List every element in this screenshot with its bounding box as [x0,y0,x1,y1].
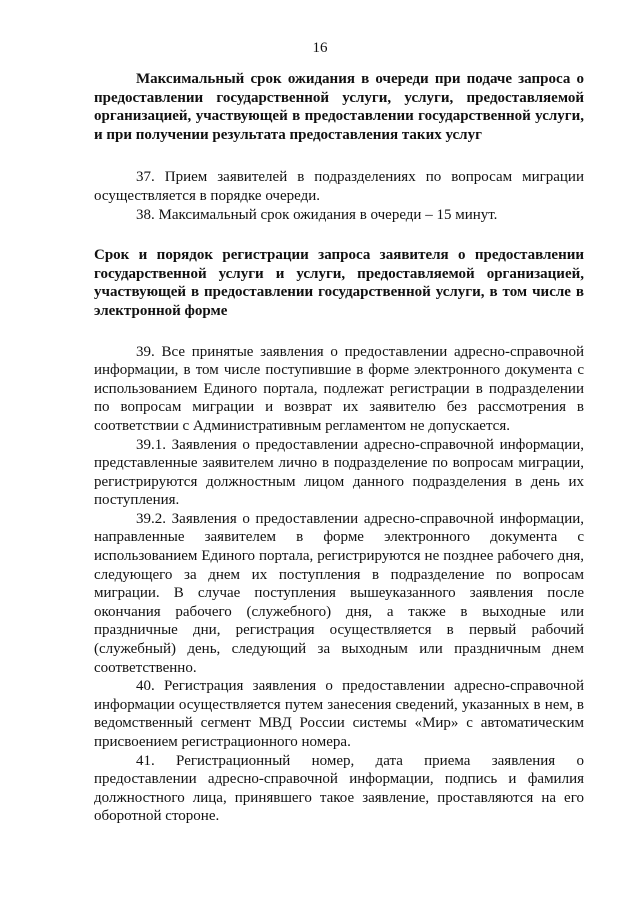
section-heading-registration: Срок и порядок регистрации запроса заявителя о предоставлении государственной услуги и услуги, предоставляемой организацией, участвующей в предоставлении государственной услуги, в том числе в электронной форме [94,247,584,319]
paragraph-39: 39. Все принятые заявления о предоставлении адресно-справочной информации, в том числе поступившие в форме электронного документа с использованием Единого портала, подлежат регистрации в подразделении по вопросам миграции и возврат их заявителю без рассмотрения в соответствии с Административным регламентом не допускается. [94,343,584,434]
section-spacer [94,321,584,343]
paragraph-39-1: 39.1. Заявления о предоставлении адресно-справочной информации, представленные заявителем лично в подразделение по вопросам миграции, регистрируются должностным лицом данного подразделения в день их поступления. [94,436,584,509]
section-heading-queue-wait: Максимальный срок ожидания в очереди при подаче запроса о предоставлении государственной услуги, услуги, предоставляемой организацией, участвующей в предоставлении государственной услуги, и при получении результата предоставления таких услуг [94,71,584,143]
paragraph-41: 41. Регистрационный номер, дата приема заявления о предоставлении адресно-справочной информации, подпись и фамилия должностного лица, принявшего такое заявление, проставляются на его оборотной стороне. [94,752,584,825]
paragraph-37: 37. Прием заявителей в подразделениях по вопросам миграции осуществляется в порядке очереди. [94,169,584,204]
paragraph-40: 40. Регистрация заявления о предоставлении адресно-справочной информации осуществляется путем занесения сведений, указанных в нем, в ведомственный сегмент МВД России системы «Мир» с автоматическим присвоением регистрационного номера. [94,678,584,750]
document-body [94,70,584,826]
section-spacer [94,144,584,168]
section-spacer [94,224,584,246]
paragraph-39-2: 39.2. Заявления о предоставлении адресно-справочной информации, направленные заявителем в форме электронного документа с использованием Единого портала, регистрируются не позднее рабочего дня, следующего за днем их поступления в подразделение по вопросам миграции. В случае поступления вышеуказанного заявления после окончания рабочего (служебного) дня, а также в выходные или праздничные дни, регистрация осуществляется в первый рабочий (служебный) день, следующий за выходным или праздничным днем соответственно. [94,510,584,676]
page-number: 16 [312,40,328,56]
paragraph-38: 38. Максимальный срок ожидания в очереди – 15 минут. [136,206,498,223]
